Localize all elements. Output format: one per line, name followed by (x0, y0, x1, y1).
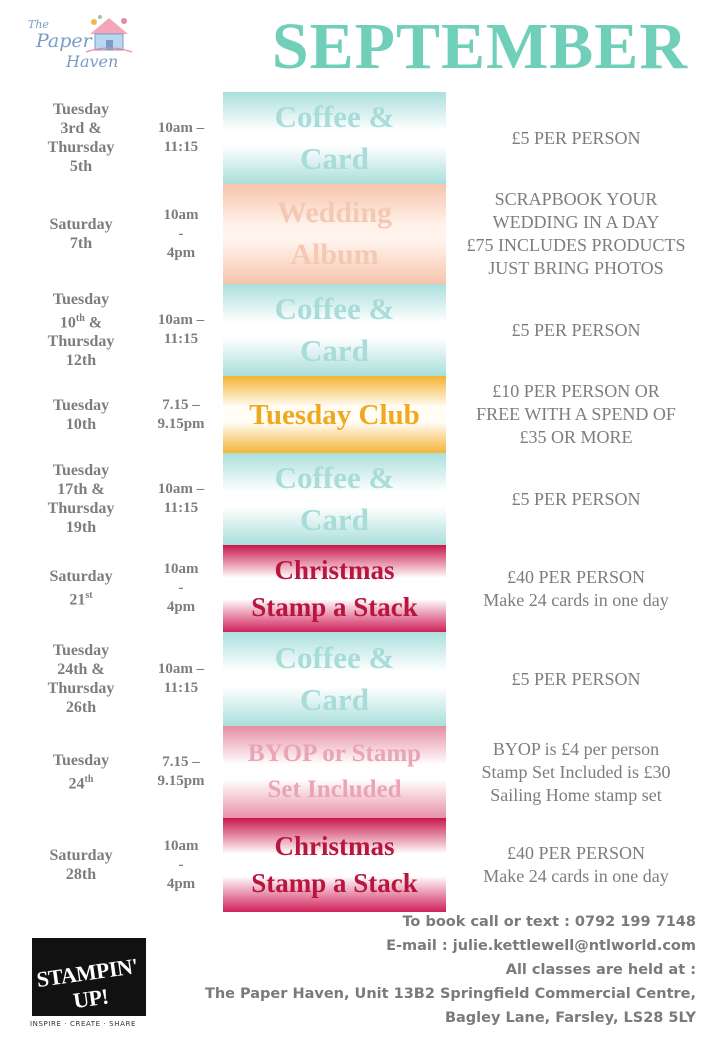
booking-email: E-mail : julie.kettlewell@ntlworld.com (386, 938, 696, 954)
event-info: £5 PER PERSON (511, 488, 641, 509)
event-row (0, 818, 720, 912)
event-time: 7.15 – 9.15pm (157, 754, 205, 789)
event-date: Tuesday 3rd & Thursday 5th (47, 101, 115, 175)
event-time: 7.15 – 9.15pm (157, 396, 205, 432)
event-info: £40 PER PERSON Make 24 cards in one day (483, 566, 669, 610)
event-date: Tuesday 10th & Thursday 12th (47, 290, 115, 370)
event-title: Coffee & Card (223, 284, 446, 376)
event-info: £5 PER PERSON (511, 127, 641, 148)
booking-phone: To book call or text : 0792 199 7148 (402, 914, 696, 930)
event-date: Tuesday 24th & Thursday 26th (47, 642, 115, 716)
event-date: Saturday 21st (49, 568, 113, 609)
logo-word-paper: Paper (36, 30, 92, 52)
venue-address-line2: Bagley Lane, Farsley, LS28 5LY (444, 1010, 696, 1026)
paper-haven-logo (28, 10, 138, 72)
event-row (0, 545, 720, 632)
stampin-up-tagline: INSPIRE · CREATE · SHARE (30, 1020, 136, 1028)
event-title: Christmas Stamp a Stack (223, 545, 446, 632)
event-title: Christmas Stamp a Stack (223, 818, 446, 912)
event-title: Coffee & Card (223, 92, 446, 184)
event-title: Wedding Album (223, 184, 446, 284)
event-row (0, 632, 720, 726)
month-title: SEPTEMBER (271, 10, 688, 83)
event-info: £40 PER PERSON Make 24 cards in one day (483, 843, 669, 886)
event-date: Tuesday 24th (52, 751, 110, 793)
event-title: Tuesday Club (223, 376, 446, 453)
event-row (0, 184, 720, 284)
stampin-up-logo (32, 938, 146, 1016)
event-date: Saturday 7th (49, 216, 113, 252)
event-info: £5 PER PERSON (511, 319, 641, 340)
event-date: Tuesday 10th (52, 396, 110, 433)
venue-heading: All classes are held at : (505, 962, 696, 978)
event-title: Coffee & Card (223, 453, 446, 545)
event-time: 10am - 4pm (163, 206, 199, 261)
event-time: 10am - 4pm (163, 561, 199, 615)
event-time: 10am – 11:15 (157, 312, 205, 347)
venue-address-line1: The Paper Haven, Unit 13B2 Springfield Commercial Centre, (204, 986, 696, 1002)
event-row (0, 92, 720, 184)
event-row (0, 726, 720, 818)
house-icon (86, 14, 132, 54)
event-time: 10am – 11:15 (157, 661, 205, 696)
event-title: Coffee & Card (223, 632, 446, 726)
event-row (0, 284, 720, 376)
logo-word-haven: Haven (66, 52, 119, 71)
event-date: Saturday 28th (49, 847, 113, 883)
event-info: BYOP is £4 per person Stamp Set Included is £30 Sailing Home stamp set (481, 738, 671, 805)
logo-word-the: The (28, 18, 49, 31)
event-info: £5 PER PERSON (511, 668, 641, 689)
event-time: 10am - 4pm (163, 837, 199, 892)
event-row (0, 453, 720, 545)
event-time: 10am – 11:15 (157, 481, 205, 516)
event-info: £10 PER PERSON OR FREE WITH A SPEND OF £35 OR MORE (476, 381, 676, 447)
event-time: 10am – 11:15 (157, 120, 205, 155)
event-row (0, 376, 720, 453)
event-date: Tuesday 17th & Thursday 19th (47, 462, 115, 536)
event-title: BYOP or Stamp Set Included (223, 726, 446, 818)
event-info: SCRAPBOOK YOUR WEDDING IN A DAY £75 INCLUDES PRODUCTS JUST BRING PHOTOS (466, 189, 686, 278)
stampin-up-wordmark: STAMPIN' UP! (34, 953, 140, 1014)
contact-footer (176, 910, 696, 1030)
